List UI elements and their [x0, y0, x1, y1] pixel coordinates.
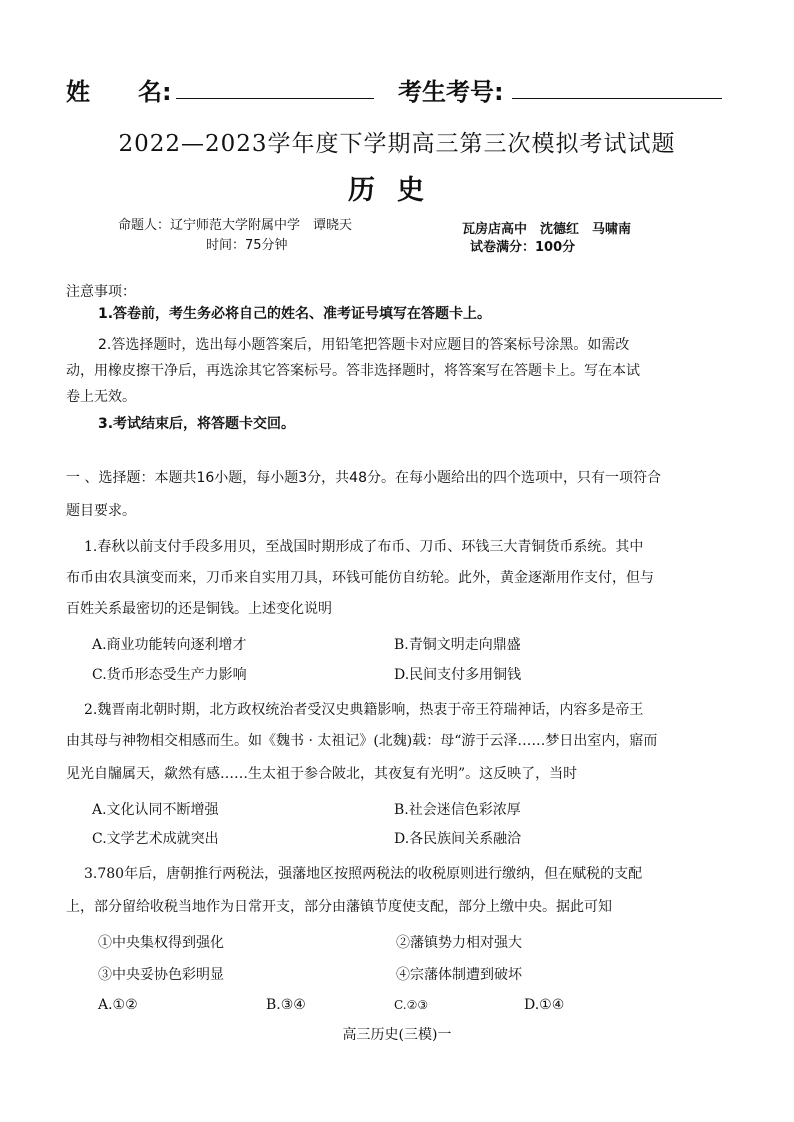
- question-1-option-b: B.青铜文明走向鼎盛: [394, 637, 521, 653]
- exam-number-label: 考生考号:: [398, 78, 504, 106]
- exam-title: 2022—2023学年度下学期高三第三次模拟考试试题: [118, 131, 676, 157]
- name-blank-line: [176, 98, 374, 99]
- question-3-option-b: B.③④: [266, 997, 306, 1013]
- notice-item-2-line-2: 动，用橡皮擦干净后，再选涂其它答案标号。答非选择题时，将答案写在答题卡上。写在本试: [66, 363, 640, 379]
- question-3-option-c: C.②③: [394, 998, 429, 1012]
- question-3-statement-3: ③中央妥协色彩明显: [98, 967, 224, 983]
- question-1-option-c: C.货币形态受生产力影响: [92, 667, 247, 683]
- question-2-option-b: B.社会迷信色彩浓厚: [394, 802, 521, 818]
- page-footer: 高三历史(三模)一: [342, 1027, 452, 1043]
- question-2-option-c: C.文学艺术成就突出: [92, 831, 219, 847]
- full-score: 试卷满分：100分: [470, 240, 576, 255]
- question-3-statement-1: ①中央集权得到强化: [98, 935, 224, 951]
- question-1-line-3: 百姓关系最密切的还是铜钱。上述变化说明: [66, 601, 332, 617]
- question-2-line-1: 2.魏晋南北朝时期，北方政权统治者受汉史典籍影响，热衷于帝王符瑞神话，内容多是帝王: [84, 702, 644, 718]
- question-1-option-a: A.商业功能转向逐利增才: [92, 637, 247, 653]
- notice-item-3: 3.考试结束后，将答题卡交回。: [98, 416, 296, 432]
- question-1-option-d: D.民间支付多用铜钱: [394, 667, 522, 683]
- question-2-option-a: A.文化认同不断增强: [92, 802, 219, 818]
- question-2-line-2: 由其母与神物相交相感而生。如《魏书 · 太祖记》(北魏)载：母“游于云泽……梦日出室内，寤而: [66, 733, 658, 749]
- question-2-line-3: 见光自牖属天，歘然有感……生太祖于参合陂北，其夜复有光明”。这反映了，当时: [66, 766, 578, 782]
- question-1-line-1: 1.春秋以前支付手段多用贝，至战国时期形成了布币、刀币、环钱三大青铜货币系统。其中: [84, 539, 644, 555]
- question-2-option-d: D.各民族间关系融洽: [394, 831, 522, 847]
- name-label: 姓 名:: [66, 78, 172, 106]
- question-3-statement-4: ④宗藩体制遭到破坏: [396, 967, 522, 983]
- notice-heading: 注意事项：: [66, 284, 136, 300]
- notice-item-2-line-3: 卷上无效。: [66, 389, 136, 405]
- question-3-option-a: A.①②: [98, 997, 138, 1013]
- authors-right: 瓦房店高中 沈德红 马啸南: [462, 222, 632, 237]
- question-3-line-1: 3.780年后，唐朝推行两税法，强藩地区按照两税法的收税原则进行缴纳，但在赋税的支配: [84, 866, 643, 882]
- section-heading-line-2: 题目要求。: [66, 503, 136, 519]
- question-3-line-2: 上，部分留给收税当地作为日常开支，部分由藩镇节度使支配，部分上缴中央。据此可知: [66, 899, 612, 915]
- notice-item-1: 1.答卷前，考生务必将自己的姓名、准考证号填写在答题卡上。: [98, 306, 492, 322]
- section-heading-line-1: 一 、选择题：本题共16小题，每小题3分，共48分。在每小题给出的四个选项中，只有一项符合: [66, 470, 661, 486]
- subject-title: 历史: [348, 175, 446, 206]
- question-1-line-2: 布币由农具演变而来，刀币来自实用刀具，环钱可能仿自纺轮。此外，黄金逐渐用作支付，但与: [66, 570, 654, 586]
- authors-left: 命题人：辽宁师范大学附属中学 谭晓天: [118, 218, 353, 233]
- exam-time: 时间：75分钟: [206, 238, 288, 253]
- question-3-statement-2: ②藩镇势力相对强大: [396, 935, 522, 951]
- exam-number-blank-line: [512, 98, 722, 99]
- notice-item-2-line-1: 2.答选择题时，选出每小题答案后，用铅笔把答题卡对应题目的答案标号涂黑。如需改: [98, 337, 630, 353]
- question-3-option-d: D.①④: [524, 997, 565, 1013]
